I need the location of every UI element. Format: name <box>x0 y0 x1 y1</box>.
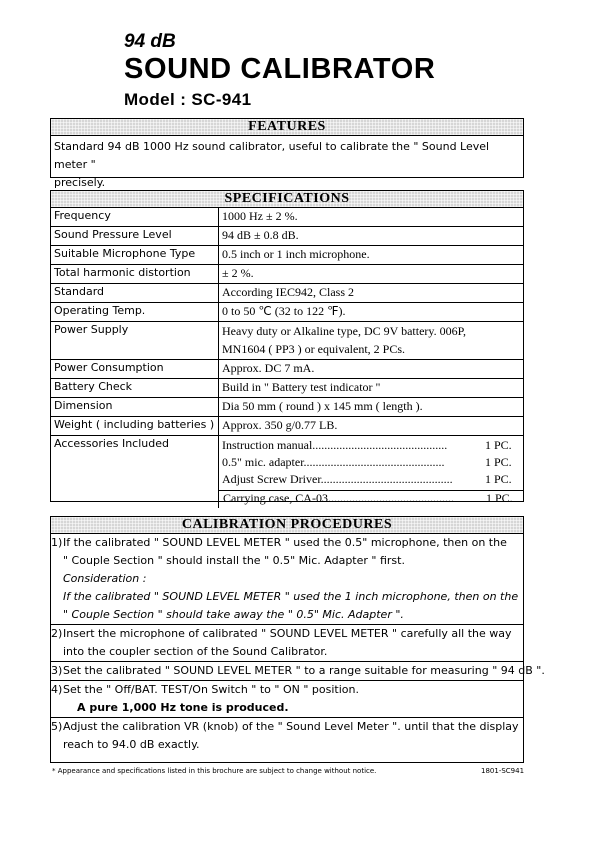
step-text: If the calibrated " SOUND LEVEL METER " used the 0.5" microphone, then on the <box>63 536 507 549</box>
disclaimer-note: * Appearance and specifications listed in this brochure are subject to change without notice. <box>52 767 377 775</box>
spec-row <box>51 227 523 246</box>
spec-row <box>51 246 523 265</box>
spec-value: Build in " Battery test indicator " <box>222 380 381 394</box>
spec-value <box>219 322 523 359</box>
spec-label: Weight ( including batteries ) <box>51 417 219 435</box>
accessory-item <box>218 490 523 508</box>
spec-value-line: MN1604 ( PP3 ) or equivalent, 2 PCs. <box>222 342 405 356</box>
page-title: SOUND CALIBRATOR <box>124 53 436 85</box>
spec-value <box>219 436 523 504</box>
spec-value: Approx. DC 7 mA. <box>222 361 315 375</box>
spec-label: Suitable Microphone Type <box>51 246 219 264</box>
specifications-heading: SPECIFICATIONS <box>51 191 523 208</box>
step-number: 4) <box>51 683 63 696</box>
spec-value: 0.5 inch or 1 inch microphone. <box>222 247 370 261</box>
features-text-line: precisely. <box>54 176 106 189</box>
title-prefix: 94 dB <box>124 31 176 52</box>
spec-label: Sound Pressure Level <box>51 227 219 245</box>
spec-row <box>51 303 523 322</box>
spec-row <box>51 265 523 284</box>
procedures-heading: CALIBRATION PROCEDURES <box>51 517 523 534</box>
step-text: reach to 94.0 dB exactly. <box>63 738 200 751</box>
accessory-qty: 1 PC. <box>486 491 513 505</box>
spec-value: Approx. 350 g/0.77 LB. <box>222 418 338 432</box>
procedure-step <box>51 718 523 754</box>
features-heading: FEATURES <box>51 119 523 136</box>
spec-value: 1000 Hz ± 2 %. <box>222 209 298 223</box>
step-text: Insert the microphone of calibrated " SOUND LEVEL METER " carefully all the way <box>63 627 512 640</box>
spec-label: Power Consumption <box>51 360 219 378</box>
features-text-line: Standard 94 dB 1000 Hz sound calibrator, useful to calibrate the " Sound Level meter " <box>54 140 490 171</box>
spec-row <box>51 398 523 417</box>
step-number: 2) <box>51 627 63 640</box>
procedure-step <box>51 534 523 625</box>
spec-label: Standard <box>51 284 219 302</box>
model-number: Model : SC-941 <box>124 90 252 109</box>
spec-value: 94 dB ± 0.8 dB. <box>222 228 299 242</box>
accessory-name: Carrying case, CA-03.......................................... <box>223 491 454 505</box>
consideration-text: If the calibrated " SOUND LEVEL METER " used the 1 inch microphone, then on the <box>63 590 519 603</box>
consideration-text: " Couple Section " should take away the " 0.5" Mic. Adapter ". <box>63 608 404 621</box>
accessory-item <box>222 438 523 455</box>
accessory-qty: 1 PC. <box>485 472 512 486</box>
procedure-step <box>51 625 523 662</box>
accessory-item <box>222 455 523 472</box>
spec-label: Total harmonic distortion <box>51 265 219 283</box>
accessory-name: Adjust Screw Driver............................................ <box>222 472 453 486</box>
step-text: " Couple Section " should install the " 0.5" Mic. Adapter " first. <box>63 554 405 567</box>
spec-row <box>51 208 523 227</box>
features-text <box>51 136 523 192</box>
specifications-section <box>50 190 524 505</box>
step-text: Adjust the calibration VR (knob) of the " Sound Level Meter ". until that the display <box>63 720 519 733</box>
spec-row <box>51 417 523 436</box>
step-text: Set the calibrated " SOUND LEVEL METER " to a range suitable for measuring " 94 dB ". <box>63 664 545 677</box>
step-number: 5) <box>51 720 63 733</box>
accessory-name: 0.5" mic. adapter............................................... <box>222 455 445 469</box>
step-number: 3) <box>51 664 63 677</box>
spec-value: 0 to 50 ℃ (32 to 122 ℉). <box>222 304 346 318</box>
consideration-label: Consideration : <box>63 572 147 585</box>
spec-row <box>51 436 523 504</box>
accessory-name: Instruction manual............................................. <box>222 438 448 452</box>
spec-row <box>51 360 523 379</box>
procedures-section <box>50 516 545 763</box>
spec-label: Power Supply <box>51 322 219 359</box>
procedure-step <box>51 662 545 681</box>
features-section <box>50 118 524 189</box>
spec-label: Dimension <box>51 398 219 416</box>
step-result: A pure 1,000 Hz tone is produced. <box>77 701 289 714</box>
procedure-step <box>51 681 523 718</box>
spec-label: Accessories Included <box>51 436 219 504</box>
accessory-qty: 1 PC. <box>485 438 512 452</box>
accessory-item <box>222 472 523 489</box>
step-number: 1) <box>51 536 63 549</box>
step-text: into the coupler section of the Sound Calibrator. <box>63 645 328 658</box>
spec-value-line: Heavy duty or Alkaline type, DC 9V battery. 006P, <box>222 324 466 338</box>
spec-value: According IEC942, Class 2 <box>222 285 354 299</box>
spec-row <box>51 322 523 360</box>
spec-label: Battery Check <box>51 379 219 397</box>
spec-value: Dia 50 mm ( round ) x 145 mm ( length ). <box>222 399 423 413</box>
spec-row <box>51 284 523 303</box>
step-text: Set the " Off/BAT. TEST/On Switch " to " ON " position. <box>63 683 359 696</box>
spec-row <box>51 379 523 398</box>
spec-label: Operating Temp. <box>51 303 219 321</box>
spec-value: ± 2 %. <box>222 266 254 280</box>
spec-label: Frequency <box>51 208 219 226</box>
document-code: 1801-SC941 <box>481 767 525 775</box>
accessory-qty: 1 PC. <box>485 455 512 469</box>
